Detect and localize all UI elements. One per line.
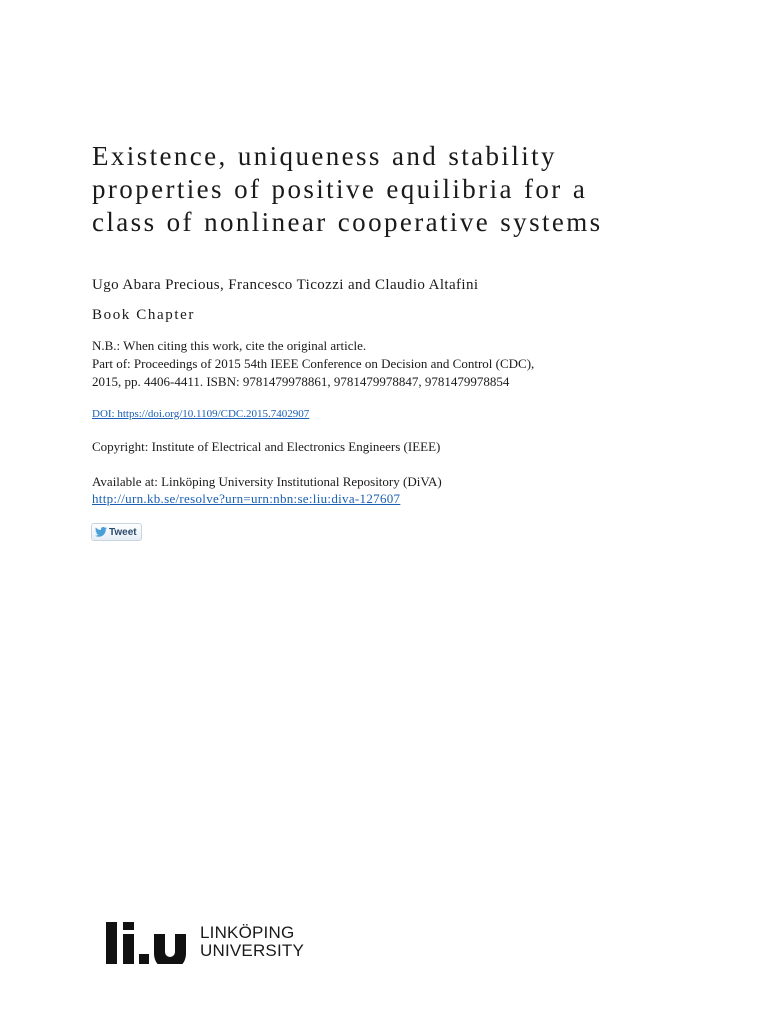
liu-logo-mark	[106, 920, 190, 964]
tweet-button[interactable]	[91, 523, 142, 541]
document-type: Book Chapter	[92, 307, 195, 323]
authors: Ugo Abara Precious, Francesco Ticozzi and Claudio Altafini	[92, 277, 479, 293]
logo-line: LINKÖPING	[200, 923, 295, 942]
tweet-label: Tweet	[109, 526, 137, 538]
part-of-line: Part of: Proceedings of 2015 54th IEEE Conference on Decision and Control (CDC),	[92, 356, 535, 371]
title-line: Existence, uniqueness and stability	[92, 141, 557, 171]
title-line: properties of positive equilibria for a	[92, 174, 588, 204]
citation-notes	[92, 337, 534, 391]
availability-info	[92, 473, 442, 507]
document-title	[92, 140, 732, 239]
citation-note: N.B.: When citing this work, cite the original article.	[92, 338, 367, 353]
doi-link[interactable]: DOI: https://doi.org/10.1109/CDC.2015.7402907	[92, 408, 310, 420]
repository-link[interactable]: http://urn.kb.se/resolve?urn=urn:nbn:se:liu:diva-127607	[92, 491, 401, 506]
availability-label: Available at: Linköping University Institutional Repository (DiVA)	[92, 474, 442, 489]
logo-line: UNIVERSITY	[200, 941, 305, 960]
part-of-line: 2015, pp. 4406-4411. ISBN: 9781479978861, 9781479978847, 9781479978854	[92, 374, 510, 389]
copyright-notice: Copyright: Institute of Electrical and Electronics Engineers (IEEE)	[92, 439, 441, 454]
university-logo	[106, 920, 304, 964]
twitter-bird-icon	[95, 527, 107, 537]
title-line: class of nonlinear cooperative systems	[92, 207, 603, 237]
university-name	[200, 924, 304, 960]
